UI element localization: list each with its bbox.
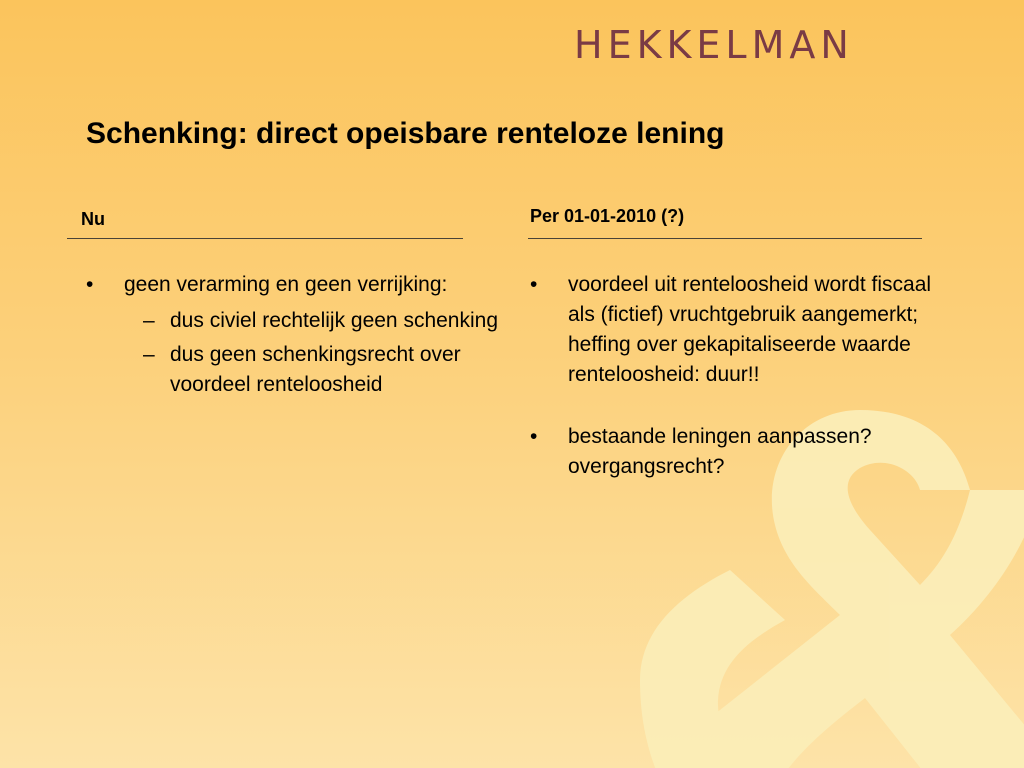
list-item-text: voordeel uit renteloosheid wordt fiscaal als (fictief) vruchtgebruik aangemerkt; heffing over gekapitaliseerde waarde renteloosheid: duur!! bbox=[568, 273, 932, 386]
sub-list-item bbox=[124, 306, 506, 336]
list-item bbox=[530, 422, 950, 482]
hekkelman-logo bbox=[572, 18, 944, 70]
left-bullet-list bbox=[86, 270, 506, 400]
list-item bbox=[530, 270, 950, 390]
sub-list bbox=[124, 306, 506, 400]
logo-text: HEKKELMAN bbox=[574, 23, 854, 67]
list-item-text: geen verarming en geen verrijking: bbox=[124, 273, 448, 296]
sub-list-item-text: dus geen schenkingsrecht over voordeel renteloosheid bbox=[170, 343, 461, 396]
slide-title: Schenking: direct opeisbare renteloze lening bbox=[86, 117, 725, 150]
bullet-mark: • bbox=[86, 273, 94, 296]
bullet-mark: • bbox=[530, 273, 538, 296]
sub-list-item bbox=[124, 340, 506, 400]
right-bullet-list bbox=[530, 270, 950, 482]
right-heading-rule bbox=[528, 238, 922, 239]
right-column-heading: Per 01-01-2010 (?) bbox=[530, 206, 685, 226]
list-item-text: bestaande leningen aanpassen? overgangsrecht? bbox=[568, 425, 872, 478]
bullet-mark: • bbox=[530, 425, 538, 448]
dash-mark: – bbox=[143, 343, 155, 366]
list-item bbox=[86, 270, 506, 400]
sub-list-item-text: dus civiel rechtelijk geen schenking bbox=[170, 309, 499, 332]
left-heading-rule bbox=[67, 238, 463, 239]
dash-mark: – bbox=[143, 309, 155, 332]
left-column-heading: Nu bbox=[81, 209, 105, 229]
